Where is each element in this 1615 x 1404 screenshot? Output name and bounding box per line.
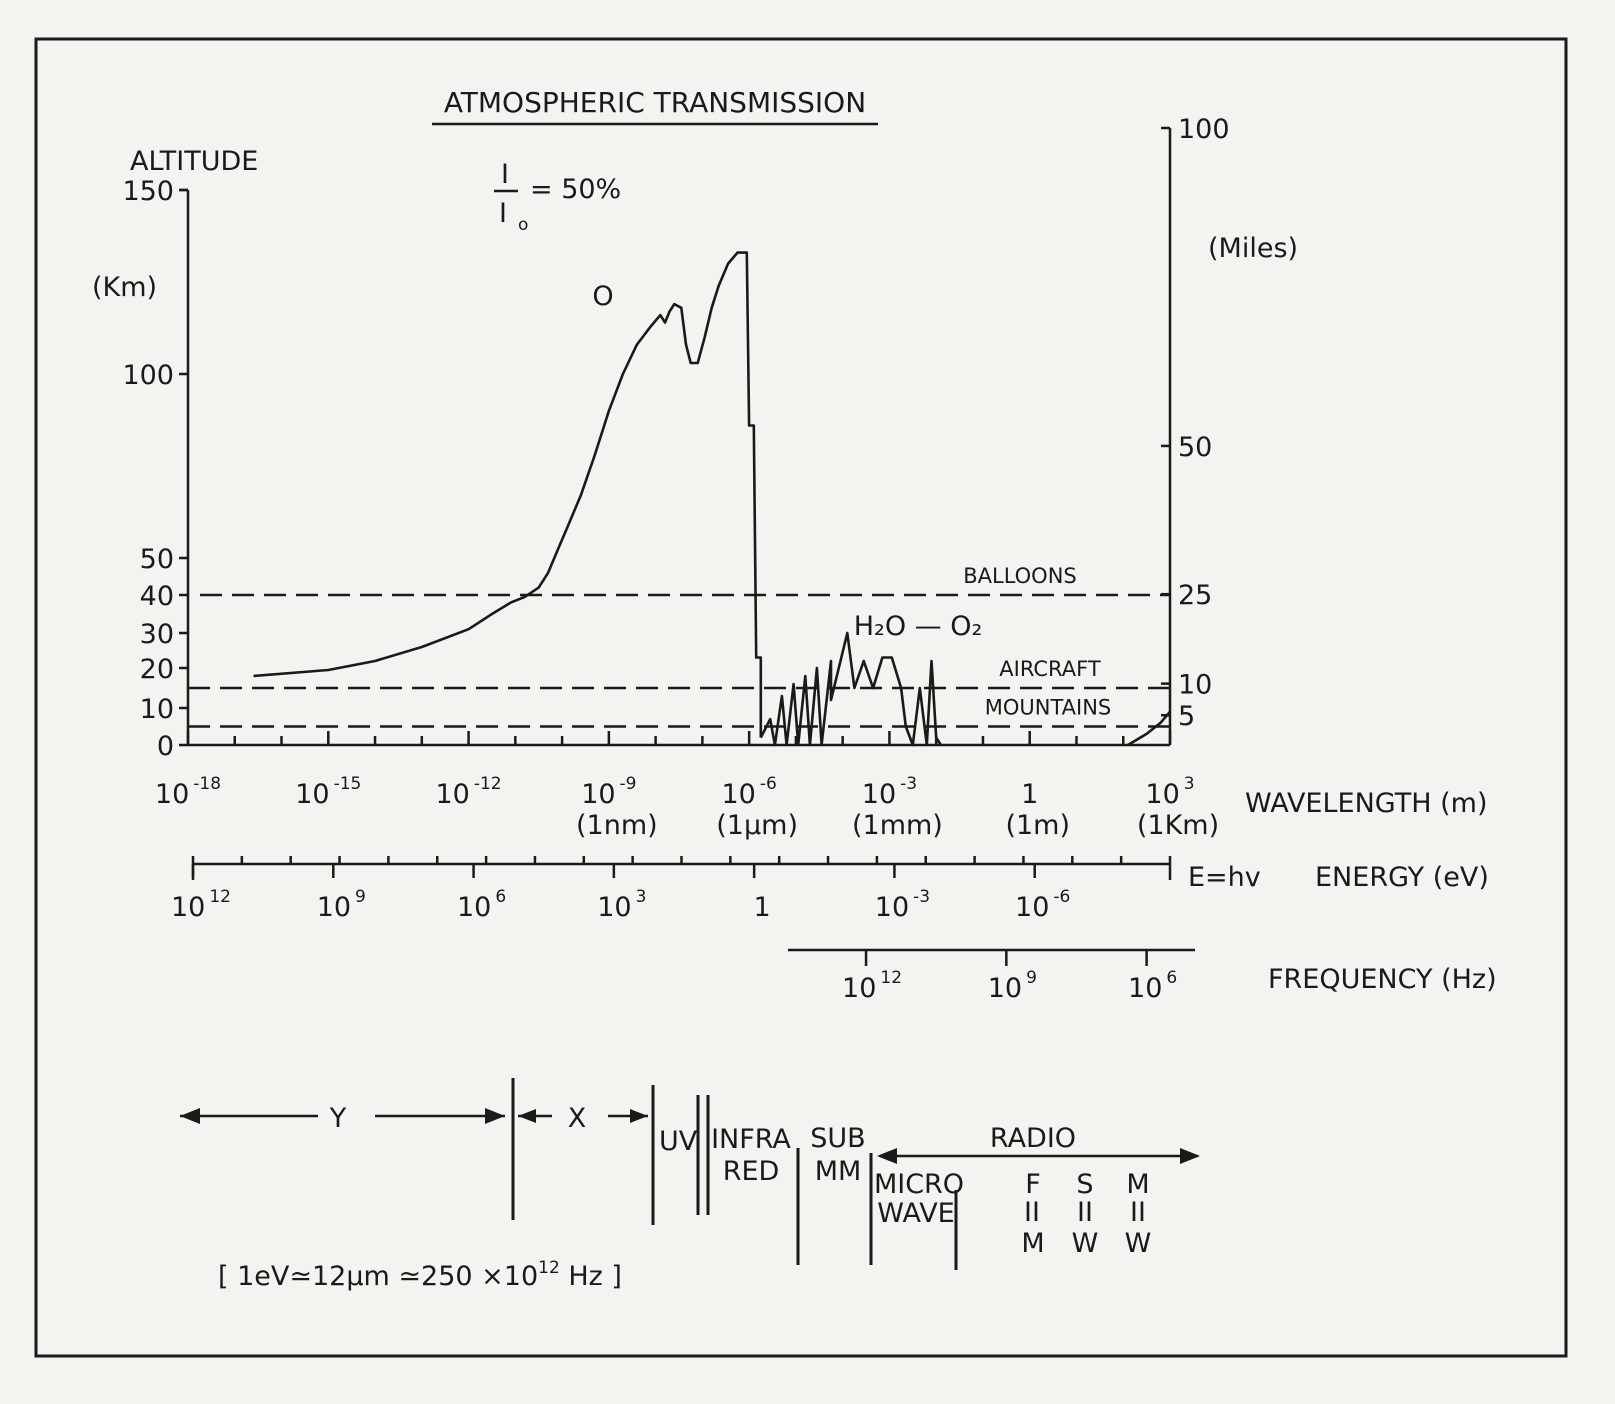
energy-tick-label: 10 $^{-6}$ [1015, 887, 1071, 923]
band-label-micro: MICRO [873, 1169, 965, 1200]
svg-text:M: M [1126, 1169, 1150, 1200]
svg-text:W: W [1124, 1228, 1152, 1259]
band-label-infra: INFRA [711, 1124, 791, 1155]
x-tick-label: 10 $^{-9}$ [581, 774, 637, 810]
y-left-tick-label: 100 [122, 360, 174, 391]
band-label-radio: RADIO [989, 1123, 1077, 1154]
y-left-tick-label: 40 [139, 581, 174, 612]
svg-text:II: II [1077, 1197, 1093, 1228]
spectrum-region-diagram [180, 1078, 1200, 1270]
chart-marks [122, 114, 1229, 1004]
energy-tick-label: 10 $^9$ [316, 887, 366, 923]
x-tick-label: 10 $^{-15}$ [295, 774, 362, 810]
svg-text:W: W [1071, 1228, 1099, 1259]
x-tick-sublabel: (1Km) [1136, 810, 1220, 841]
energy-tick-label: 10 $^{-3}$ [874, 887, 931, 923]
conversion-note: [ 1eV≃12μm ≃250 $\times 10^{12}$ Hz ] [218, 1258, 622, 1292]
y-left-tick-label: 150 [122, 176, 174, 207]
x-tick-label: 10 $^{-12}$ [435, 774, 502, 810]
y-right-tick-label: 50 [1178, 431, 1213, 463]
reference-label-aircraft: AIRCRAFT [999, 657, 1101, 681]
x-tick-sublabel: (1mm) [851, 810, 943, 841]
y-right-tick-label: 5 [1178, 701, 1196, 733]
reference-label-balloons: BALLOONS [963, 564, 1077, 588]
band-label-sub: SUB [810, 1123, 866, 1154]
energy-tick-label: 10 $^3$ [597, 887, 647, 923]
y-right-tick-label: 10 [1178, 669, 1213, 701]
radio-band-fm [1021, 1169, 1044, 1259]
y-axis-right-unit: (Miles) [1208, 233, 1299, 264]
svg-text:I: I [499, 198, 507, 229]
svg-text:F: F [1025, 1169, 1041, 1200]
frequency-tick-label: 10 $^6$ [1128, 968, 1178, 1004]
chart-title: ATMOSPHERIC TRANSMISSION [443, 86, 867, 119]
frequency-tick-label: 10 $^9$ [987, 968, 1037, 1004]
y-left-tick-label: 30 [139, 619, 174, 650]
band-label-uv: UV [659, 1126, 698, 1157]
radio-band-mw [1125, 1169, 1152, 1259]
energy-tick-label: 1 [753, 892, 771, 923]
svg-text:= 50%: = 50% [530, 174, 622, 205]
band-label-gamma: Y [329, 1103, 347, 1134]
y-right-tick-label: 100 [1178, 114, 1230, 145]
y-left-tick-label: 50 [139, 544, 174, 575]
x-tick-label: 1 [1021, 779, 1039, 810]
x-tick-sublabel: (1μm) [716, 810, 799, 841]
y-left-tick-label: 10 [139, 694, 174, 725]
svg-text:S: S [1076, 1169, 1094, 1200]
frequency-tick-label: 10 $^{12}$ [842, 968, 903, 1004]
series-line-radio [1128, 712, 1170, 745]
x-tick-sublabel: (1nm) [576, 810, 658, 841]
frequency-axis-label: FREQUENCY (Hz) [1268, 964, 1497, 995]
chart-frame [36, 39, 1566, 1356]
svg-text:o: o [518, 215, 529, 235]
series-line-o [254, 253, 761, 738]
energy-tick-label: 10 $^{12}$ [171, 887, 231, 923]
y-left-tick-label: 20 [139, 654, 174, 685]
series-label-o: O [592, 281, 614, 312]
x-axis-label: WAVELENGTH (m) [1245, 788, 1488, 819]
svg-text:II: II [1130, 1197, 1146, 1228]
svg-text:II: II [1024, 1197, 1040, 1228]
y-left-tick-label: 0 [156, 731, 174, 762]
x-tick-label: 10 $^{-6}$ [721, 774, 777, 810]
energy-axis-prefix: E=hv [1188, 862, 1261, 893]
y-right-tick-label: 25 [1178, 580, 1213, 612]
energy-tick-label: 10 $^6$ [456, 887, 507, 923]
series-label-h2o-o2: H₂O — O₂ [853, 611, 983, 642]
reference-label-mountains: MOUNTAINS [984, 695, 1112, 720]
x-tick-label: 10 $^{-18}$ [154, 774, 222, 810]
energy-axis-label: ENERGY (eV) [1315, 862, 1489, 893]
x-tick-sublabel: (1m) [1005, 810, 1070, 841]
band-label-wave: WAVE [877, 1198, 955, 1229]
svg-text:M: M [1021, 1228, 1045, 1259]
y-axis-left-label: ALTITUDE [130, 146, 259, 177]
x-tick-label: 10 $^{-3}$ [861, 774, 918, 810]
band-label-xray: X [567, 1103, 587, 1134]
y-axis-left-unit: (Km) [92, 272, 158, 303]
svg-text:I: I [501, 159, 509, 190]
band-label-red: RED [722, 1156, 780, 1187]
x-tick-label: 10 $^3$ [1145, 774, 1195, 810]
band-label-mm: MM [814, 1156, 862, 1187]
radio-band-sw [1072, 1169, 1099, 1259]
intensity-ratio-label [494, 159, 621, 235]
